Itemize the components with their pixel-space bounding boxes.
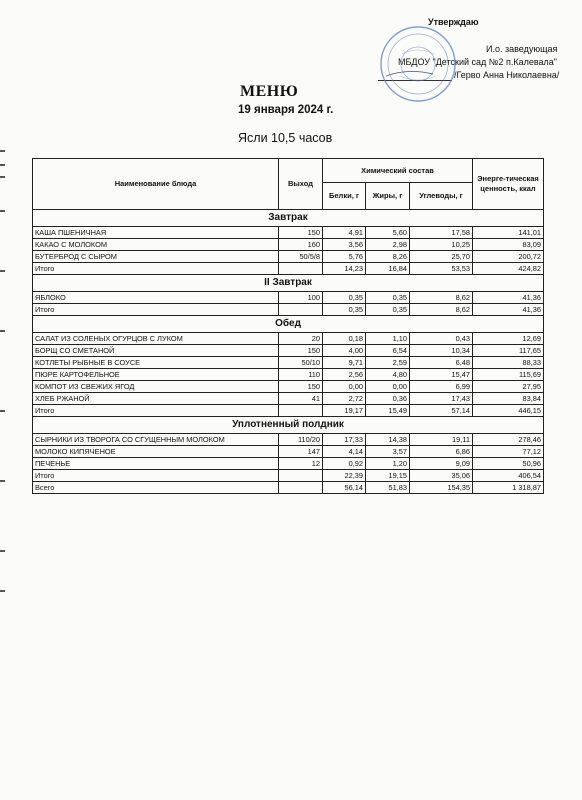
dish-name: ПЕЧЕНЬЕ (33, 458, 279, 470)
dish-carbs: 6,86 (410, 446, 473, 458)
dish-fat: 1,10 (366, 333, 410, 345)
dish-carbs: 25,70 (410, 251, 473, 263)
dish-kcal: 50,96 (473, 458, 544, 470)
dish-protein: 2,72 (323, 393, 366, 405)
dish-name: БОРЩ СО СМЕТАНОЙ (33, 345, 279, 357)
dish-output: 147 (279, 446, 323, 458)
dish-protein: 4,14 (323, 446, 366, 458)
dish-kcal: 88,33 (473, 357, 544, 369)
dish-output: 41 (279, 393, 323, 405)
dish-protein: 0,35 (323, 292, 366, 304)
total-protein: 0,35 (323, 304, 366, 316)
dish-kcal: 83,84 (473, 393, 544, 405)
total-kcal: 406,54 (473, 470, 544, 482)
total-label: Итого (33, 470, 279, 482)
section-total-row (33, 304, 544, 316)
approval-organization: МБДОУ "Детский сад №2 п.Калевала" (398, 57, 557, 67)
dish-fat: 8,26 (366, 251, 410, 263)
menu-group: Ясли 10,5 часов (238, 131, 333, 145)
dish-protein: 17,33 (323, 434, 366, 446)
col-protein-header: Белки, г (323, 183, 366, 210)
dish-row (33, 446, 544, 458)
dish-kcal: 141,01 (473, 227, 544, 239)
dish-fat: 5,60 (366, 227, 410, 239)
dish-carbs: 6,99 (410, 381, 473, 393)
section-total-row (33, 263, 544, 275)
grand-total-kcal: 1 318,87 (473, 482, 544, 494)
dish-row (33, 292, 544, 304)
grand-total-protein: 56,14 (323, 482, 366, 494)
dish-row (33, 381, 544, 393)
menu-header (0, 82, 582, 152)
dish-carbs: 6,48 (410, 357, 473, 369)
dish-fat: 14,38 (366, 434, 410, 446)
scan-margin-marks (0, 150, 6, 610)
total-kcal: 41,36 (473, 304, 544, 316)
menu-title: МЕНЮ (240, 83, 299, 100)
dish-fat: 2,98 (366, 239, 410, 251)
dish-carbs: 10,34 (410, 345, 473, 357)
dish-protein: 4,91 (323, 227, 366, 239)
col-output-header: Выход (279, 159, 323, 210)
total-kcal: 446,15 (473, 405, 544, 417)
menu-table-body (33, 210, 544, 494)
grand-total-output (279, 482, 323, 494)
grand-total-row (33, 482, 544, 494)
section-total-row (33, 470, 544, 482)
dish-fat: 4,80 (366, 369, 410, 381)
total-label: Итого (33, 263, 279, 275)
dish-name: БУТЕРБРОД С СЫРОМ (33, 251, 279, 263)
dish-row (33, 345, 544, 357)
approval-title: Утверждаю (428, 17, 479, 27)
col-fat-header: Жиры, г (366, 183, 410, 210)
dish-output: 150 (279, 381, 323, 393)
section-total-row (33, 405, 544, 417)
dish-output: 150 (279, 345, 323, 357)
dish-kcal: 12,69 (473, 333, 544, 345)
dish-kcal: 41,36 (473, 292, 544, 304)
dish-name: ПЮРЕ КАРТОФЕЛЬНОЕ (33, 369, 279, 381)
dish-kcal: 278,46 (473, 434, 544, 446)
dish-row (33, 393, 544, 405)
dish-name: ЯБЛОКО (33, 292, 279, 304)
dish-output: 50/5/8 (279, 251, 323, 263)
dish-carbs: 9,09 (410, 458, 473, 470)
dish-name: МОЛОКО КИПЯЧЕНОЕ (33, 446, 279, 458)
dish-protein: 5,76 (323, 251, 366, 263)
dish-protein: 2,56 (323, 369, 366, 381)
dish-name: САЛАТ ИЗ СОЛЕНЫХ ОГУРЦОВ С ЛУКОМ (33, 333, 279, 345)
dish-carbs: 0,43 (410, 333, 473, 345)
total-carbs: 8,62 (410, 304, 473, 316)
dish-name: КАКАО С МОЛОКОМ (33, 239, 279, 251)
section-row (33, 316, 544, 333)
dish-row (33, 239, 544, 251)
total-label: Итого (33, 304, 279, 316)
dish-name: КОМПОТ ИЗ СВЕЖИХ ЯГОД (33, 381, 279, 393)
dish-fat: 0,35 (366, 292, 410, 304)
dish-row (33, 333, 544, 345)
section-title: Завтрак (33, 210, 544, 227)
grand-total-label: Всего (33, 482, 279, 494)
dish-protein: 0,00 (323, 381, 366, 393)
approval-role: И.о. заведующая (486, 44, 558, 54)
total-protein: 22,39 (323, 470, 366, 482)
total-fat: 15,49 (366, 405, 410, 417)
total-carbs: 53,53 (410, 263, 473, 275)
dish-name: СЫРНИКИ ИЗ ТВОРОГА СО СГУЩЕННЫМ МОЛОКОМ (33, 434, 279, 446)
dish-carbs: 8,62 (410, 292, 473, 304)
dish-kcal: 27,95 (473, 381, 544, 393)
dish-fat: 0,00 (366, 381, 410, 393)
dish-name: КАША ПШЕНИЧНАЯ (33, 227, 279, 239)
dish-name: ХЛЕБ РЖАНОЙ (33, 393, 279, 405)
total-output (279, 470, 323, 482)
total-label: Итого (33, 405, 279, 417)
dish-output: 20 (279, 333, 323, 345)
dish-fat: 2,59 (366, 357, 410, 369)
dish-kcal: 200,72 (473, 251, 544, 263)
col-energy-header: Энерге-тическая ценность, ккал (473, 159, 544, 210)
dish-output: 12 (279, 458, 323, 470)
total-output (279, 405, 323, 417)
total-output (279, 263, 323, 275)
dish-carbs: 19,11 (410, 434, 473, 446)
dish-kcal: 115,69 (473, 369, 544, 381)
total-fat: 19,15 (366, 470, 410, 482)
dish-carbs: 17,43 (410, 393, 473, 405)
dish-row (33, 458, 544, 470)
section-title: Уплотненный полдник (33, 417, 544, 434)
section-row (33, 417, 544, 434)
dish-output: 100 (279, 292, 323, 304)
dish-row (33, 357, 544, 369)
dish-kcal: 117,65 (473, 345, 544, 357)
menu-table (32, 158, 544, 494)
dish-carbs: 15,47 (410, 369, 473, 381)
section-title: II Завтрак (33, 275, 544, 292)
dish-kcal: 83,09 (473, 239, 544, 251)
dish-protein: 0,18 (323, 333, 366, 345)
dish-carbs: 10,25 (410, 239, 473, 251)
approval-signatory: /Герво Анна Николаевна/ (454, 70, 560, 80)
total-protein: 19,17 (323, 405, 366, 417)
total-fat: 0,35 (366, 304, 410, 316)
dish-row (33, 434, 544, 446)
dish-output: 150 (279, 227, 323, 239)
dish-kcal: 77,12 (473, 446, 544, 458)
dish-output: 110 (279, 369, 323, 381)
total-kcal: 424,82 (473, 263, 544, 275)
menu-date: 19 января 2024 г. (238, 104, 334, 116)
dish-output: 160 (279, 239, 323, 251)
dish-fat: 3,57 (366, 446, 410, 458)
grand-total-carbs: 154,35 (410, 482, 473, 494)
col-chem-header: Химический состав (323, 159, 473, 183)
dish-fat: 0,36 (366, 393, 410, 405)
total-fat: 16,84 (366, 263, 410, 275)
dish-carbs: 17,58 (410, 227, 473, 239)
total-carbs: 57,14 (410, 405, 473, 417)
dish-protein: 0,92 (323, 458, 366, 470)
dish-row (33, 227, 544, 239)
total-protein: 14,23 (323, 263, 366, 275)
dish-protein: 4,00 (323, 345, 366, 357)
dish-protein: 3,56 (323, 239, 366, 251)
dish-output: 110/20 (279, 434, 323, 446)
dish-output: 50/10 (279, 357, 323, 369)
grand-total-fat: 51,83 (366, 482, 410, 494)
dish-protein: 9,71 (323, 357, 366, 369)
section-title: Обед (33, 316, 544, 333)
col-carbs-header: Углеводы, г (410, 183, 473, 210)
section-row (33, 275, 544, 292)
dish-name: КОТЛЕТЫ РЫБНЫЕ В СОУСЕ (33, 357, 279, 369)
section-row (33, 210, 544, 227)
col-name-header: Наименование блюда (33, 159, 279, 210)
dish-row (33, 369, 544, 381)
dish-fat: 6,54 (366, 345, 410, 357)
total-output (279, 304, 323, 316)
total-carbs: 35,06 (410, 470, 473, 482)
dish-row (33, 251, 544, 263)
dish-fat: 1,20 (366, 458, 410, 470)
